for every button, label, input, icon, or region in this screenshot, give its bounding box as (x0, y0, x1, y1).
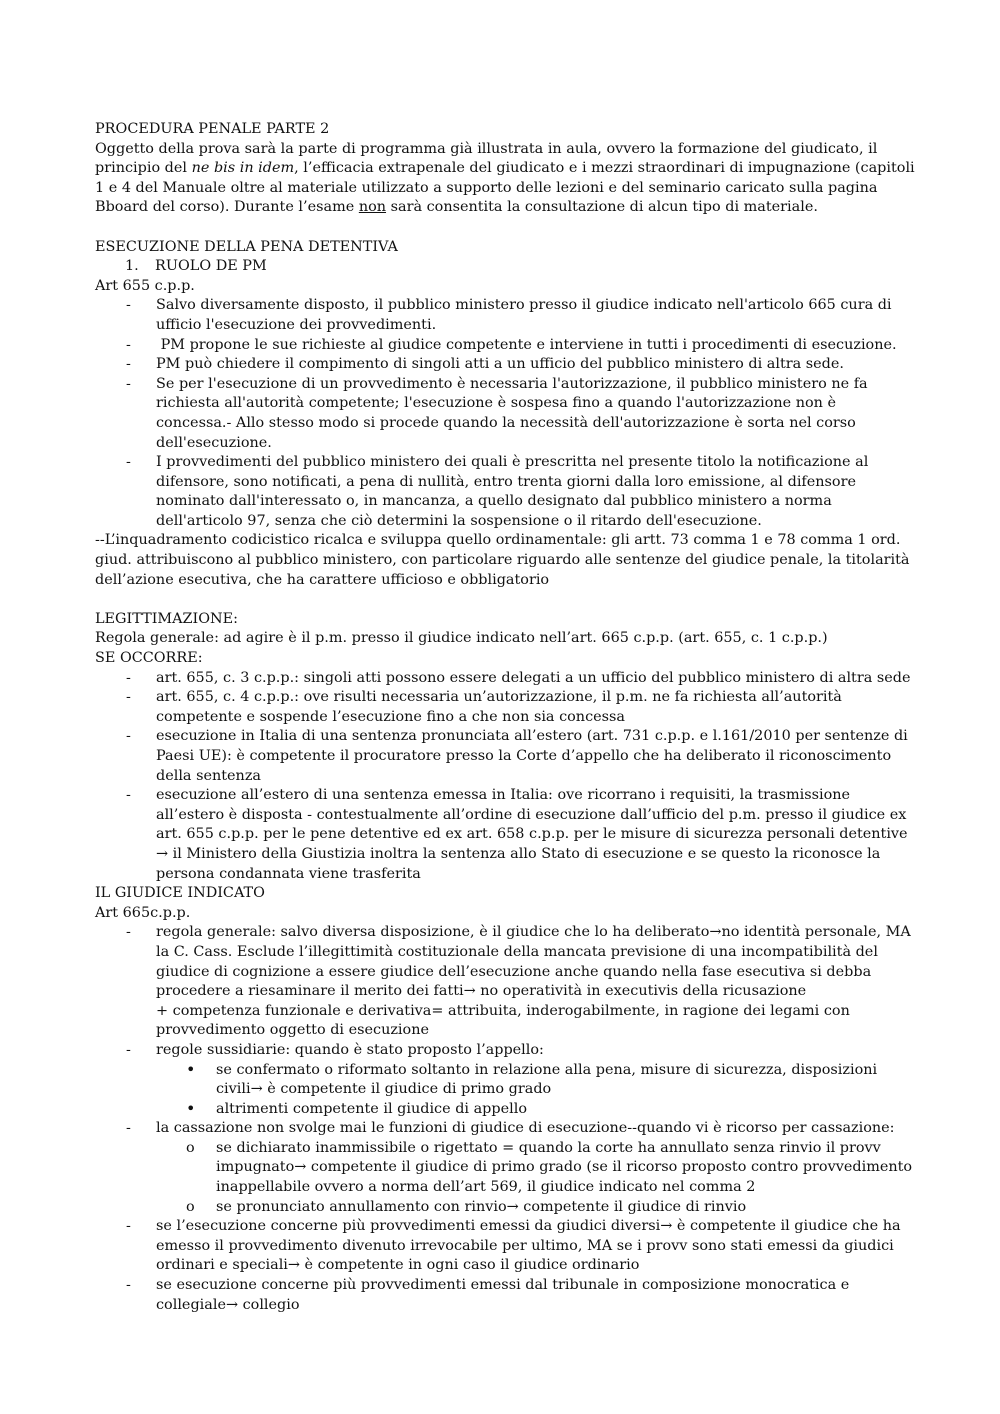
document-page (95, 120, 915, 1315)
arrow-icon: → (709, 924, 722, 941)
document-title: PROCEDURA PENALE PARTE 2 (95, 121, 330, 137)
article-reference: Art 665c.p.p. (95, 904, 191, 921)
bullet-icon: • (186, 1059, 196, 1079)
section-heading-giudice: IL GIUDICE INDICATO (95, 885, 265, 902)
arrow-icon: → (225, 1296, 239, 1313)
list-item: - Salvo diversamente disposto, il pubblico ministero presso il giudice indicato nell'articolo 665 cura di ufficio l'esecuzione dei provvedimenti. (126, 297, 892, 333)
note-paragraph: --L’inquadramento codicistico ricalca e sviluppa quello ordinamentale: gli artt. 73 comma 1 e 78 comma 1 ord. giud. attribuiscono al pubblico ministero, con particolare riguardo alle sentenze del giudice penale, la titolarità dell’azione esecutiva, che ha carattere ufficioso e obbligatorio (95, 532, 910, 588)
bullet-icon: • (186, 1098, 196, 1118)
list-item: - se esecuzione concerne più provvedimenti emessi dal tribunale in composizione monocratica e collegiale→ collegio (126, 1277, 850, 1313)
cassazione-sublist (156, 1139, 915, 1217)
list-item: - Se per l'esecuzione di un provvedimento è necessaria l'autorizzazione, il pubblico ministero ne fa richiesta all'autorità competente; l'esecuzione è sospesa fino a quando l'autorizzazione non è concessa.- Allo stesso modo si procede quando la necessità dell'autorizzazione è sorta nel corso dell'esecuzione. (126, 375, 868, 451)
section-heading-legittimazione: LEGITTIMAZIONE: (95, 610, 238, 627)
list-item: - regola generale: salvo diversa disposizione, è il giudice che lo ha deliberato→no identità personale, MA la C. Cass. Esclude l’illegittimità costituzionale della mancata previsione di una incompatibilità del giudice di cognizione a essere giudice dell’esecuzione anche quando nella fase esecutiva si debba procedere a riesaminare il merito dei fatti→ no operatività in executivis della ricusazione + competenza funzionale e derivativa= attribuita, inderogabilmente, in ragione dei legami con provvedimento oggetto di esecuzione (126, 924, 911, 1039)
arrow-icon: → (250, 1081, 263, 1098)
list-item: - regole sussidiarie: quando è stato proposto l’appello: • se confermato o riformato soltanto in relazione alla pena, misure di sicurezza, disposizioni civili→ è competente il giudice di primo grado • altrimenti competente il giudice di appello (95, 1041, 915, 1119)
art655-list (95, 296, 915, 531)
circle-bullet-icon: o (186, 1198, 195, 1215)
list-item: - esecuzione all’estero di una sentenza emessa in Italia: ove ricorrano i requisiti, la trasmissione all’estero è disposta - contestualmente all’ordine di esecuzione dall’ufficio del p.m. presso il giudice ex art. 655 c.p.p. per le pene detentive ed ex art. 658 c.p.p. per le misure di sicurezza personali detentive → il Ministero della Giustizia inoltra la sentenza allo Stato di esecuzione e se questo la riconosce la persona condannata viene trasferita (126, 787, 908, 882)
appello-sublist (156, 1061, 915, 1120)
sub-list-item: • se confermato o riformato soltanto in relazione alla pena, misure di sicurezza, disposizioni civili→ è competente il giudice di primo grado (186, 1059, 878, 1098)
general-rule: Regola generale: ad agire è il p.m. presso il giudice indicato nell’art. 665 c.p.p. (art. 655, c. 1 c.p.p.) (95, 630, 828, 647)
list-item: - PM può chiedere il compimento di singoli atti a un ufficio del pubblico ministero di altra sede. (126, 356, 844, 373)
legittimazione-list (95, 669, 915, 885)
sub-list-item: o se pronunciato annullamento con rinvio→ competente il giudice di rinvio (156, 1198, 915, 1218)
article-reference: Art 655 c.p.p. (95, 277, 195, 294)
list-item: - PM propone le sue richieste al giudice competente e interviene in tutti i procedimenti di esecuzione. (126, 336, 897, 353)
list-item: - I provvedimenti del pubblico ministero dei quali è prescritta nel presente titolo la notificazione al difensore, sono notificati, a pena di nullità, entro trenta giorni dalla loro emissione, al difensore nominato dall'interessato o, in mancanza, a quello designato dal pubblico ministero a norma dell'articolo 97, senza che ciò determini la sospensione o il ritardo dell'esecuzione. (126, 454, 869, 529)
arrow-icon: → (660, 1218, 673, 1235)
arrow-icon: → (294, 1159, 307, 1176)
list-item: - art. 655, c. 3 c.p.p.: singoli atti possono essere delegati a un ufficio del pubblico ministero di altra sede (126, 669, 911, 686)
giudice-list (95, 923, 915, 1315)
intro-paragraph: Oggetto della prova sarà la parte di programma già illustrata in aula, ovvero la formazione del giudicato, il principio del ne bis in idem, l’efficacia extrapenale del giudicato e i mezzi straordinari di impugnazione (capitoli 1 e 4 del Manuale oltre al materiale utilizzato a supporto delle lezioni e del seminario caricato sulla pagina Bboard del corso). Durante l’esame non sarà consentita la consultazione di alcun tipo di materiale. (95, 140, 915, 216)
circle-bullet-icon: o (186, 1139, 195, 1156)
se-occorre-label: SE OCCORRE: (95, 650, 203, 667)
numbered-heading: 1. RUOLO DE PM (125, 258, 267, 275)
sub-list-item: • altrimenti competente il giudice di appello (186, 1098, 527, 1118)
arrow-icon: → (287, 1257, 300, 1274)
arrow-icon: → (506, 1198, 519, 1215)
sub-list-item: o se dichiarato inammissibile o rigettato = quando la corte ha annullato senza rinvio il provv impugnato→ competente il giudice di primo grado (se il ricorso proposto contro provvedimento inappellabile ovvero a norma dell’art 569, il giudice indicato nel comma 2 (186, 1139, 913, 1196)
section-heading-esecuzione: ESECUZIONE DELLA PENA DETENTIVA (95, 238, 398, 255)
list-item: - esecuzione in Italia di una sentenza pronunciata all’estero (art. 731 c.p.p. e l.161/2010 per sentenze di Paesi UE): è competente il procuratore presso la Corte d’appello che ha deliberato il riconoscimento della sentenza (126, 728, 908, 784)
list-item: - art. 655, c. 4 c.p.p.: ove risulti necessaria un’autorizzazione, il p.m. ne fa richiesta all’autorità competente e sospende l’esecuzione fino a che non sia concessa (126, 689, 842, 725)
list-item: - se l’esecuzione concerne più provvedimenti emessi da giudici diversi→ è competente il giudice che ha emesso il provvedimento divenuto irrevocabile per ultimo, MA se i provv sono stati emessi da giudici ordinari e speciali→ è competente in ogni caso il giudice ordinario (126, 1218, 901, 1274)
list-item: - la cassazione non svolge mai le funzioni di giudice di esecuzione--quando vi è ricorso per cassazione: o se dichiarato inammissibile o rigettato = quando la corte ha annullato senza rinvio il provv impugnato→ competente il giudice di primo grado (se il ricorso proposto contro provvedimento inappellabile ovvero a norma dell’art 569, il giudice indicato nel comma 2 o se pronunciato annullamento con rinvio→ competente il giudice di rinvio (95, 1119, 915, 1217)
